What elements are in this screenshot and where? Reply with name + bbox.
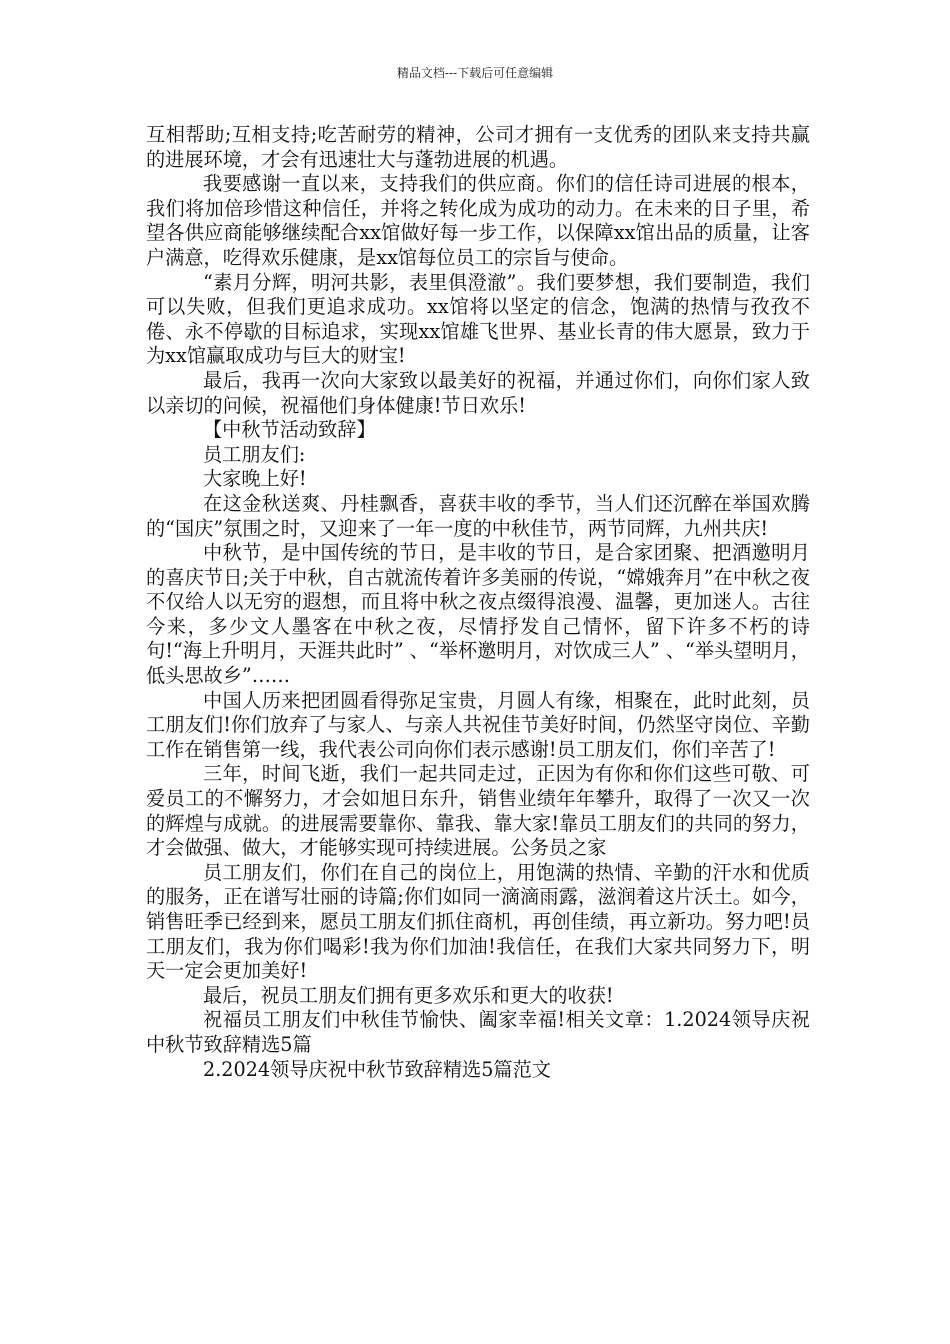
greeting: 大家晚上好! (203, 467, 307, 491)
paragraph-1: 互相帮助;互相支持;吃苦耐劳的精神，公司才拥有一支优秀的团队来支持共赢的进展环境，才会有迅速壮大与蓬勃进展的机遇。 (146, 123, 810, 171)
paragraph-13: 最后，祝员工朋友们拥有更多欢乐和更大的收获! (203, 983, 614, 1007)
paragraph-12: 员工朋友们，你们在自己的岗位上，用饱满的热情、辛勤的汗水和优质的服务，正在谱写壮丽的诗篇;你们如同一滴滴雨露，滋润着这片沃土。如今，销售旺季已经到来，愿员工朋友们抓住商机，再创佳绩，再立新功。努力吧!员工朋友们，我为你们喝彩!我为你们加油!我信任，在我们大家共同努力下，明天一定会更加美好! (146, 860, 810, 983)
related-article-2: 2.2024领导庆祝中秋节致辞精选5篇范文 (203, 1057, 551, 1081)
paragraph-11: 三年，时间飞逝，我们一起共同走过，正因为有你和你们这些可敬、可爱员工的不懈努力，才会如旭日东升，销售业绩年年攀升，取得了一次又一次的辉煌与成就。的进展需要靠你、靠我、靠大家!靠员工朋友们的共同的努力，才会做强、做大，才能够实现可持续进展。公务员之家 (146, 762, 810, 860)
paragraph-4: 最后，我再一次向大家致以最美好的祝福，并通过你们，向你们家人致以亲切的问候，祝福他们身体健康!节日欢乐! (146, 368, 810, 417)
paragraph-9: 中秋节，是中国传统的节日，是丰收的节日，是合家团聚、把酒邀明月的喜庆节日;关于中秋，自古就流传着许多美丽的传说，“嫦娥奔月”在中秋之夜不仅给人以无穷的遐想，而且将中秋之夜点缀得浪漫、温馨，更加迷人。古往今来，多少文人墨客在中秋之夜，尽情抒发自己情怀，留下许多不朽的诗句!“海上升明月，天涯共此时” 、“举杯邀明月，对饮成三人” 、“举头望明月，低头思故乡”…… (146, 541, 810, 688)
related-article-1: 祝福员工朋友们中秋佳节愉快、阖家幸福!相关文章：1.2024领导庆祝中秋节致辞精选5篇 (146, 1008, 810, 1056)
salutation: 员工朋友们: (203, 442, 306, 466)
paragraph-10: 中国人历来把团圆看得弥足宝贵，月圆人有缘，相聚在，此时此刻，员工朋友们!你们放弃了与家人、与亲人共祝佳节美好时间，仍然坚守岗位、辛勤工作在销售第一线，我代表公司向你们表示感谢!员工朋友们，你们辛苦了! (146, 688, 810, 761)
paragraph-8: 在这金秋送爽、丹桂飘香，喜获丰收的季节，当人们还沉醉在举国欢腾的“国庆”氛围之时，又迎来了一年一度的中秋佳节，两节同辉，九州共庆! (146, 491, 810, 540)
document-body (146, 123, 810, 1082)
section-heading: 【中秋节活动致辞】 (203, 418, 376, 442)
paragraph-2: 我要感谢一直以来，支持我们的供应商。你们的信任诗司进展的根本，我们将加倍珍惜这种信任，并将之转化成为成功的动力。在未来的日子里，希望各供应商能够继续配合xx馆做好每一步工作，以保障xx馆出品的质量，让客户满意，吃得欢乐健康，是xx馆每位员工的宗旨与使命。 (146, 172, 810, 269)
paragraph-3: “素月分辉，明河共影，表里俱澄澈”。我们要梦想，我们要制造，我们可以失败，但我们更追求成功。xx馆将以坚定的信念，饱满的热情与孜孜不倦、永不停歇的目标追求，实现xx馆雄飞世界、基业长青的伟大愿景，致力于为xx馆赢取成功与巨大的财宝! (146, 270, 810, 368)
page-header: 精品文档---下载后可任意编辑 (396, 66, 554, 80)
